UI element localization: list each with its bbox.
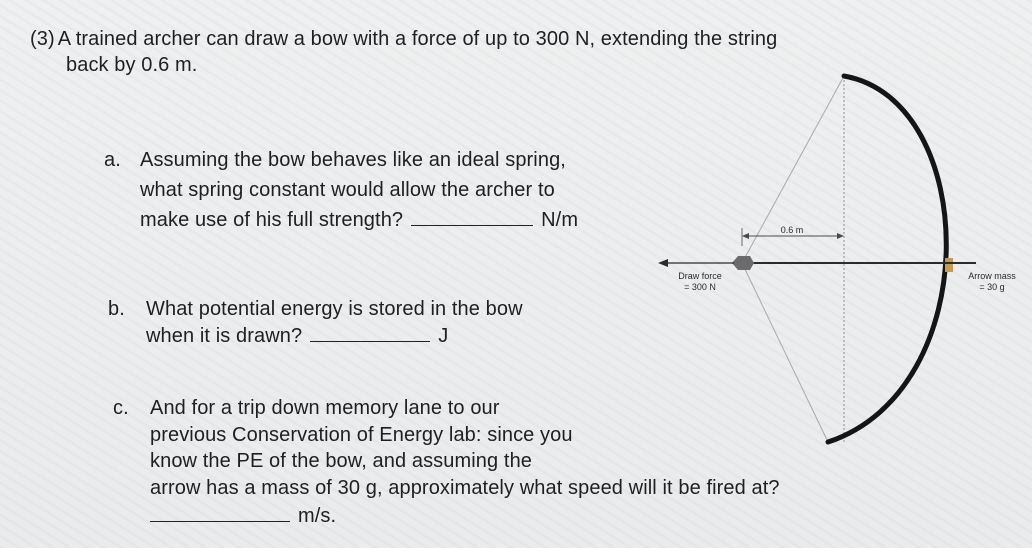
arrow-mass-label-line-2: = 30 g (979, 282, 1005, 292)
part-a-unit: N/m (541, 209, 579, 231)
part-b-question: when it is drawn? (146, 325, 303, 347)
part-c-line-1: And for a trip down memory lane to our (150, 397, 500, 419)
draw-force-label-line-1: Draw force (678, 271, 722, 281)
draw-force-arrowhead (658, 259, 668, 267)
part-c-answer-line (150, 503, 336, 529)
part-a-line-2: what spring constant would allow the archer to (140, 179, 555, 201)
part-c-line-4: arrow has a mass of 30 g, approximately what speed will it be fired at? (150, 477, 780, 499)
bow-diagram (650, 60, 1022, 460)
part-a-line-1: Assuming the bow behaves like an ideal spring, (140, 149, 566, 171)
part-a-marker: a. (104, 149, 121, 171)
part-b-unit: J (438, 325, 449, 347)
part-a-line-3 (140, 207, 578, 233)
part-c-unit: m/s. (298, 505, 337, 527)
dimension-arrowhead-left (742, 233, 749, 239)
part-c-answer-blank[interactable] (150, 503, 290, 522)
part-c-line-3: know the PE of the bow, and assuming the (150, 450, 533, 472)
bow-limb (828, 76, 946, 442)
draw-distance-label: 0.6 m (780, 225, 804, 235)
problem-number: (3) (30, 28, 55, 50)
problem-intro (30, 26, 777, 52)
part-b-line-2 (146, 323, 448, 349)
part-c-marker: c. (113, 397, 129, 419)
draw-force-label-line-2: = 300 N (684, 282, 716, 292)
arrow-mass-label-line-1: Arrow mass (968, 271, 1016, 281)
part-b-marker: b. (108, 298, 125, 320)
part-a-question: make use of his full strength? (140, 209, 404, 231)
drawn-string-lower (742, 263, 828, 442)
part-b-line-1: What potential energy is stored in the bow (146, 298, 523, 320)
arrow-nock (732, 256, 754, 270)
problem-intro-line-1: A trained archer can draw a bow with a force of up to 300 N, extending the string (57, 28, 778, 50)
problem-intro-line-2: back by 0.6 m. (66, 54, 198, 76)
bow-grip (945, 258, 953, 272)
dimension-arrowhead-right (837, 233, 844, 239)
part-a-answer-blank[interactable] (411, 207, 533, 226)
part-b-answer-blank[interactable] (310, 323, 430, 342)
part-c-line-2: previous Conservation of Energy lab: since you (150, 424, 573, 446)
